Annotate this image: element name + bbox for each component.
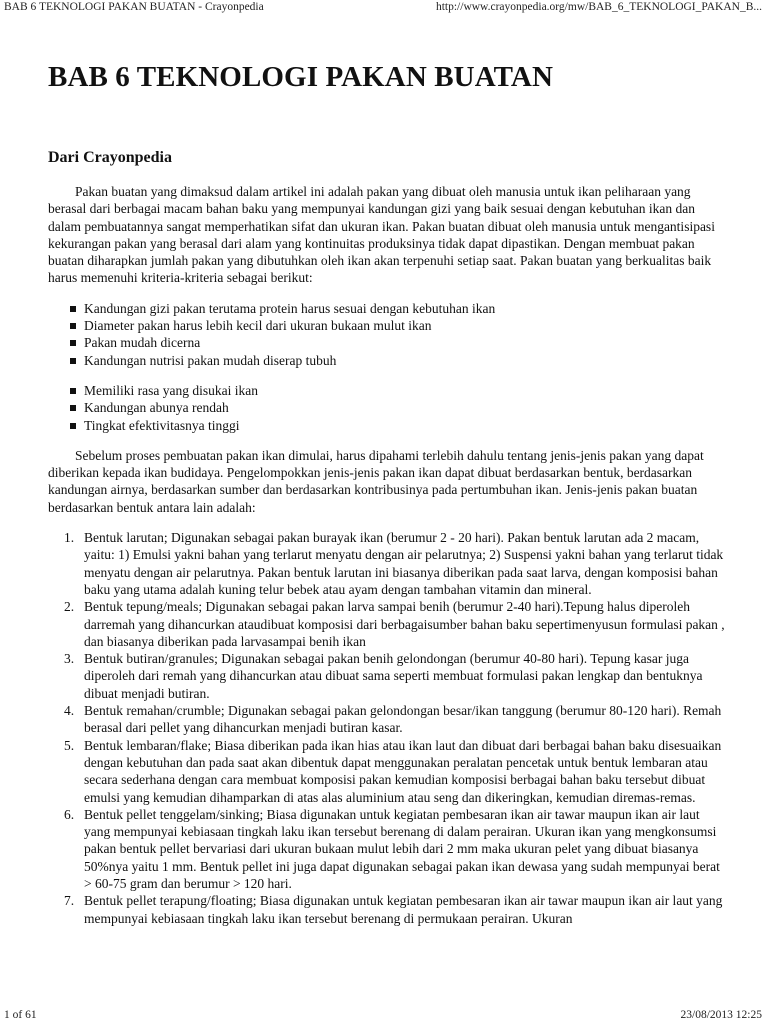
print-header-url: http://www.crayonpedia.org/mw/BAB_6_TEKNOLOGI_PAKAN_B... bbox=[435, 1, 762, 13]
page-count: 1 of 61 bbox=[4, 1009, 37, 1021]
numbered-item bbox=[64, 650, 728, 702]
list-item-text: Kandungan nutrisi pakan mudah diserap tubuh bbox=[84, 352, 337, 368]
print-footer bbox=[4, 1008, 762, 1022]
list-item bbox=[70, 382, 728, 399]
item-number: 1. bbox=[64, 530, 75, 546]
list-item-text: Diameter pakan harus lebih kecil dari ukuran bukaan mulut ikan bbox=[84, 318, 432, 334]
item-number: 7. bbox=[64, 893, 75, 909]
list-item bbox=[70, 317, 728, 334]
criteria-list-b bbox=[48, 382, 728, 434]
list-item-text: Memiliki rasa yang disukai ikan bbox=[84, 382, 258, 398]
item-text: Bentuk butiran/granules; Digunakan sebagai pakan benih gelondongan (berumur 40-80 hari). Tepung kasar juga diperoleh dari remah yang dihancurkan atau dibuat sama seperti membuat formulasi pakan lengkap dan bentuknya dibuat menjadi butiran. bbox=[84, 651, 703, 701]
item-text: Bentuk pellet tenggelam/sinking; Biasa digunakan untuk kegiatan pembesaran ikan air tawar maupun ikan air laut yang mempunyai kebiasaan tingkah laku ikan tersebut berenang di dalam perairan. Ukuran ikan yang mengkonsumsi pakan bentuk pellet bervariasi dari ukuran bukaan mulut lebih dari 2 mm maka ukuran pelet yang dibuat biasanya 50%nya yaitu 1 mm. Bentuk pellet ini juga dapat digunakan sebagai pakan ikan dewasa yang sudah mempunyai berat > 60-75 gram dan berumur > 120 hari. bbox=[84, 806, 720, 891]
list-item-text: Kandungan abunya rendah bbox=[84, 400, 229, 416]
criteria-list-a bbox=[48, 300, 728, 369]
page-subtitle: Dari Crayonpedia bbox=[48, 149, 172, 166]
list-item-text: Pakan mudah dicerna bbox=[84, 335, 201, 351]
feed-types-list bbox=[48, 529, 728, 927]
article-content bbox=[48, 60, 728, 927]
item-number: 6. bbox=[64, 806, 75, 822]
item-number: 2. bbox=[64, 599, 75, 615]
list-item-text: Tingkat efektivitasnya tinggi bbox=[84, 417, 240, 433]
list-item bbox=[70, 334, 728, 351]
print-header bbox=[4, 0, 762, 14]
square-bullet-icon bbox=[70, 323, 76, 329]
numbered-item bbox=[64, 806, 728, 892]
square-bullet-icon bbox=[70, 306, 76, 312]
intro-paragraph: Pakan buatan yang dimaksud dalam artikel ini adalah pakan yang dibuat oleh manusia untuk ikan peliharaan yang berasal dari berbagai macam bahan baku yang mempunyai kandungan gizi yang baik sesuai dengan kebutuhan ikan dan dalam pembuatannya sangat memperhatikan sifat dan ukuran ikan. Pakan buatan dibuat oleh manusia untuk mengantisipasi kekurangan pakan yang berasal dari alam yang kontinuitas produksinya tidak dapat dipastikan. Dengan membuat pakan buatan diharapkan jumlah pakan yang dibutuhkan oleh ikan akan terpenuhi setiap saat. Pakan buatan yang berkualitas baik harus memenuhi kriteria-kriteria sebagai berikut: bbox=[48, 184, 715, 286]
item-text: Bentuk pellet terapung/floating; Biasa digunakan untuk kegiatan pembesaran ikan air tawar maupun ikan air laut yang mempunyai kebiasaan tingkah laku ikan tersebut berenang di permukaan perairan. Ukuran bbox=[84, 893, 723, 926]
square-bullet-icon bbox=[70, 405, 76, 411]
list-item bbox=[70, 417, 728, 434]
list-item-text: Kandungan gizi pakan terutama protein harus sesuai dengan kebutuhan ikan bbox=[84, 300, 496, 316]
item-number: 3. bbox=[64, 651, 75, 667]
list-item bbox=[70, 399, 728, 416]
item-text: Bentuk tepung/meals; Digunakan sebagai pakan larva sampai benih (berumur 2-40 hari).Tepung halus diperoleh darremah yang dihancurkan ataudibuat komposisi dari berbagaisumber bahan baku sepertimenyusun formulasi pakan , dan biasanya diberikan pada larvasampai benih ikan bbox=[84, 599, 725, 649]
item-text: Bentuk remahan/crumble; Digunakan sebagai pakan gelondongan besar/ikan tanggung (berumur 80-120 hari). Remah berasal dari pellet yang dihancurkan menjadi butiran kasar. bbox=[84, 703, 722, 736]
numbered-item bbox=[64, 598, 728, 650]
print-datetime: 23/08/2013 12:25 bbox=[680, 1009, 762, 1021]
numbered-item bbox=[64, 529, 728, 598]
numbered-item bbox=[64, 737, 728, 806]
square-bullet-icon bbox=[70, 388, 76, 394]
item-text: Bentuk larutan; Digunakan sebagai pakan burayak ikan (berumur 2 - 20 hari). Pakan bentuk larutan ada 2 macam, yaitu: 1) Emulsi yakni bahan yang terlarut menyatu dengan air pelarutnya; 2) Suspensi yakni bahan yang terlarut tidak menyatu dengan air pelarutnya. Pakan bentuk larutan ini biasanya diberikan pada saat larva, dengan komposisi bahan baku yang utama adalah kuning telur bebek atau ayam dengan tambahan vitamin dan mineral. bbox=[84, 530, 724, 597]
numbered-item bbox=[64, 892, 728, 927]
list-item bbox=[70, 300, 728, 317]
page-title: BAB 6 TEKNOLOGI PAKAN BUATAN bbox=[48, 61, 553, 93]
item-number: 4. bbox=[64, 703, 75, 719]
numbered-item bbox=[64, 702, 728, 737]
item-text: Bentuk lembaran/flake; Biasa diberikan pada ikan hias atau ikan laut dan dibuat dari berbagai bahan baku disesuaikan dengan kebutuhan dan pada saat akan dibentuk dapat menggunakan peralatan pencetak untuk bentuk lembaran atau secara sederhana dengan cara membuat komposisi pakan kemudian komposisi berbagai bahan baku tersebut dibuat emulsi yang kemudian dihamparkan di atas alas aluminium atau seng dan dikeringkan, kemudian diremas-remas. bbox=[84, 737, 722, 805]
square-bullet-icon bbox=[70, 358, 76, 364]
list-item bbox=[70, 352, 728, 369]
square-bullet-icon bbox=[70, 423, 76, 429]
square-bullet-icon bbox=[70, 340, 76, 346]
print-header-title: BAB 6 TEKNOLOGI PAKAN BUATAN - Crayonpedia bbox=[4, 1, 264, 13]
item-number: 5. bbox=[64, 737, 75, 753]
types-intro-paragraph: Sebelum proses pembuatan pakan ikan dimulai, harus dipahami terlebih dahulu tentang jenis-jenis pakan yang dapat diberikan kepada ikan budidaya. Pengelompokkan jenis-jenis pakan ikan dapat dibuat berdasarkan bentuk, berdasarkan kandungan airnya, berdasarkan sumber dan berdasarkan kontribusinya pada pertumbuhan ikan. Jenis-jenis pakan buatan berdasarkan bentuk antara lain adalah: bbox=[48, 447, 704, 515]
